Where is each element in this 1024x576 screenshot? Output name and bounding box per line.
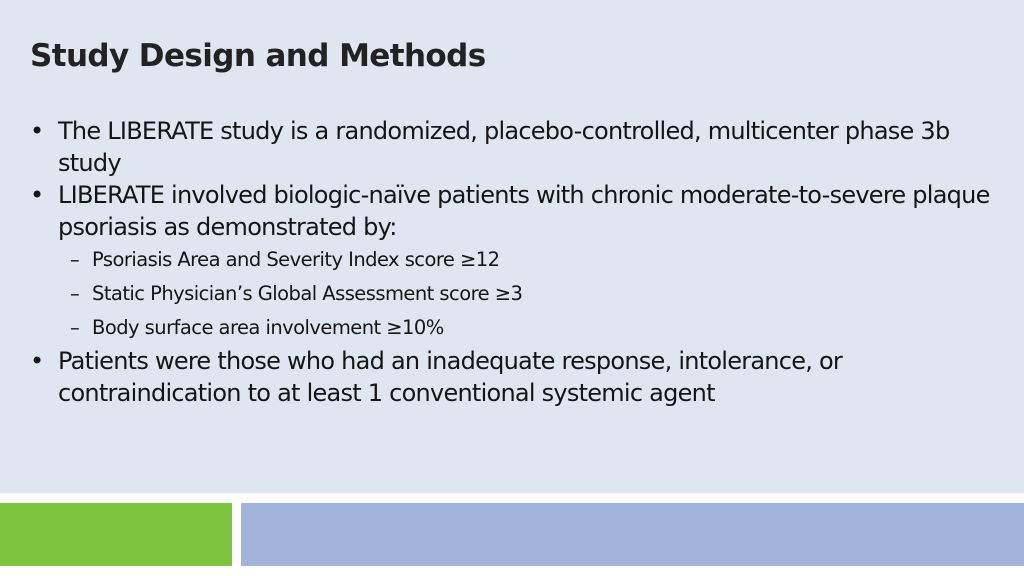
bullet-marker: • xyxy=(30,347,44,375)
bullet-marker: • xyxy=(30,117,44,145)
sub-bullet-item-2 xyxy=(30,277,990,311)
sub-bullet-text: Static Physician’s Global Assessment score ≥3 xyxy=(92,282,523,305)
sub-bullet-text: Body surface area involvement ≥10% xyxy=(92,316,444,339)
footer-blue-bar xyxy=(241,503,1024,566)
sub-bullet-item-1 xyxy=(30,243,990,277)
bullet-marker: • xyxy=(30,181,44,209)
slide-title: Study Design and Methods xyxy=(30,38,486,74)
bullet-text: LIBERATE involved biologic-naïve patients with chronic moderate-to-severe plaque psoriasis as demonstrated by: xyxy=(58,181,990,241)
bullet-item-3 xyxy=(30,345,990,409)
bullet-list xyxy=(30,115,990,409)
bullet-text: Patients were those who had an inadequate response, intolerance, or contraindication to at least 1 conventional systemic agent xyxy=(58,347,843,407)
sub-bullet-text: Psoriasis Area and Severity Index score ≥12 xyxy=(92,248,500,271)
bullet-item-1 xyxy=(30,115,990,179)
bullet-item-2 xyxy=(30,179,990,243)
footer-green-bar xyxy=(0,503,232,566)
sub-bullet-item-3 xyxy=(30,311,990,345)
bullet-text: The LIBERATE study is a randomized, placebo-controlled, multicenter phase 3b study xyxy=(58,117,950,177)
sub-bullet-marker: – xyxy=(70,282,80,305)
sub-bullet-marker: – xyxy=(70,316,80,339)
sub-bullet-marker: – xyxy=(70,248,80,271)
